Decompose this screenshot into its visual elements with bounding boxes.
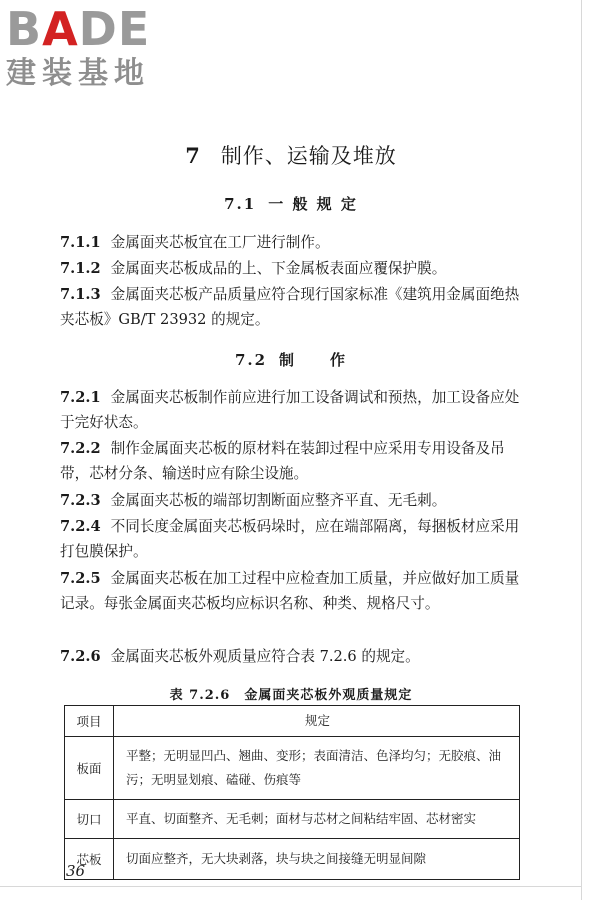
section-title-text: 一 般 规 定 (268, 195, 358, 213)
clause (60, 514, 522, 564)
clause-number: 7.1.3 (60, 286, 101, 303)
clause-number: 7.1.2 (60, 260, 101, 277)
logo-wordmark: BADE (6, 2, 151, 56)
item-cell: 切口 (65, 800, 114, 839)
header-cell: 规定 (114, 706, 520, 737)
clause-text: 金属面夹芯板宜在工厂进行制作。 (110, 234, 330, 251)
appearance-quality-table (64, 705, 520, 880)
clause (60, 436, 522, 486)
clause (60, 230, 522, 255)
clause (60, 385, 522, 435)
rule-cell: 切面应整齐，无大块剥落，块与块之间接缝无明显间隙 (114, 839, 520, 880)
section-number: 7.1 (224, 195, 257, 213)
clause (60, 644, 522, 669)
section-title (0, 349, 582, 370)
clause-number: 7.2.5 (60, 570, 101, 587)
watermark-logo (6, 4, 150, 92)
rule-cell: 平整；无明显凹凸、翘曲、变形；表面清洁、色泽均匀；无胶痕、油污；无明显划痕、磕碰、伤痕等 (114, 737, 520, 800)
section-number: 7.2 (234, 351, 268, 369)
clause-number: 7.2.6 (60, 648, 101, 665)
rule-cell: 平直、切面整齐、无毛刺；面材与芯材之间粘结牢固、芯材密实 (114, 800, 520, 839)
clause (60, 282, 522, 332)
chapter-title-text: 制作、运输及堆放 (220, 144, 397, 168)
clause (60, 488, 522, 513)
table-caption (0, 684, 582, 703)
clause (60, 256, 522, 281)
page-number: 36 (66, 862, 86, 880)
clause-number: 7.2.1 (60, 389, 101, 406)
clause-text: 金属面夹芯板制作前应进行加工设备调试和预热，加工设备应处于完好状态。 (60, 389, 520, 431)
page-edge (581, 0, 582, 900)
header-cell: 项目 (65, 706, 114, 737)
clause-text: 金属面夹芯板成品的上、下金属板表面应覆保护膜。 (110, 260, 447, 277)
clause-text: 不同长度金属面夹芯板码垛时，应在端部隔离，每捆板材应采用打包膜保护。 (60, 518, 520, 560)
chapter-title (0, 140, 582, 170)
table-row (65, 737, 520, 800)
chapter-number: 7 (185, 143, 201, 168)
clause-text: 金属面夹芯板在加工过程中应检查加工质量，并应做好加工质量记录。每张金属面夹芯板均应标识名称、种类、规格尺寸。 (60, 570, 520, 612)
clause-number: 7.2.4 (60, 518, 101, 535)
section-title-text: 制 作 (279, 351, 348, 369)
clause-number: 7.1.1 (60, 234, 101, 251)
table-number: 表 7.2.6 (169, 688, 231, 703)
table-title: 金属面夹芯板外观质量规定 (244, 688, 413, 703)
item-cell: 芯板 (65, 839, 114, 880)
clause-text: 金属面夹芯板外观质量应符合表 7.2.6 的规定。 (110, 648, 420, 665)
clause-text: 金属面夹芯板产品质量应符合现行国家标准《建筑用金属面绝热夹芯板》GB/T 23932 的规定。 (60, 286, 520, 328)
table-header-row (65, 706, 520, 737)
section-title (0, 193, 582, 214)
item-cell: 板面 (65, 737, 114, 800)
clause-number: 7.2.3 (60, 492, 101, 509)
clause-text: 金属面夹芯板的端部切割断面应整齐平直、无毛刺。 (110, 492, 447, 509)
clause-text: 制作金属面夹芯板的原材料在装卸过程中应采用专用设备及吊带，芯材分条、输送时应有除尘设施。 (60, 440, 505, 482)
table-row (65, 839, 520, 880)
clause-number: 7.2.2 (60, 440, 101, 457)
table-row (65, 800, 520, 839)
clause (60, 566, 522, 616)
logo-subtitle: 建装基地 (6, 56, 150, 91)
page-bottom-edge (0, 886, 582, 887)
